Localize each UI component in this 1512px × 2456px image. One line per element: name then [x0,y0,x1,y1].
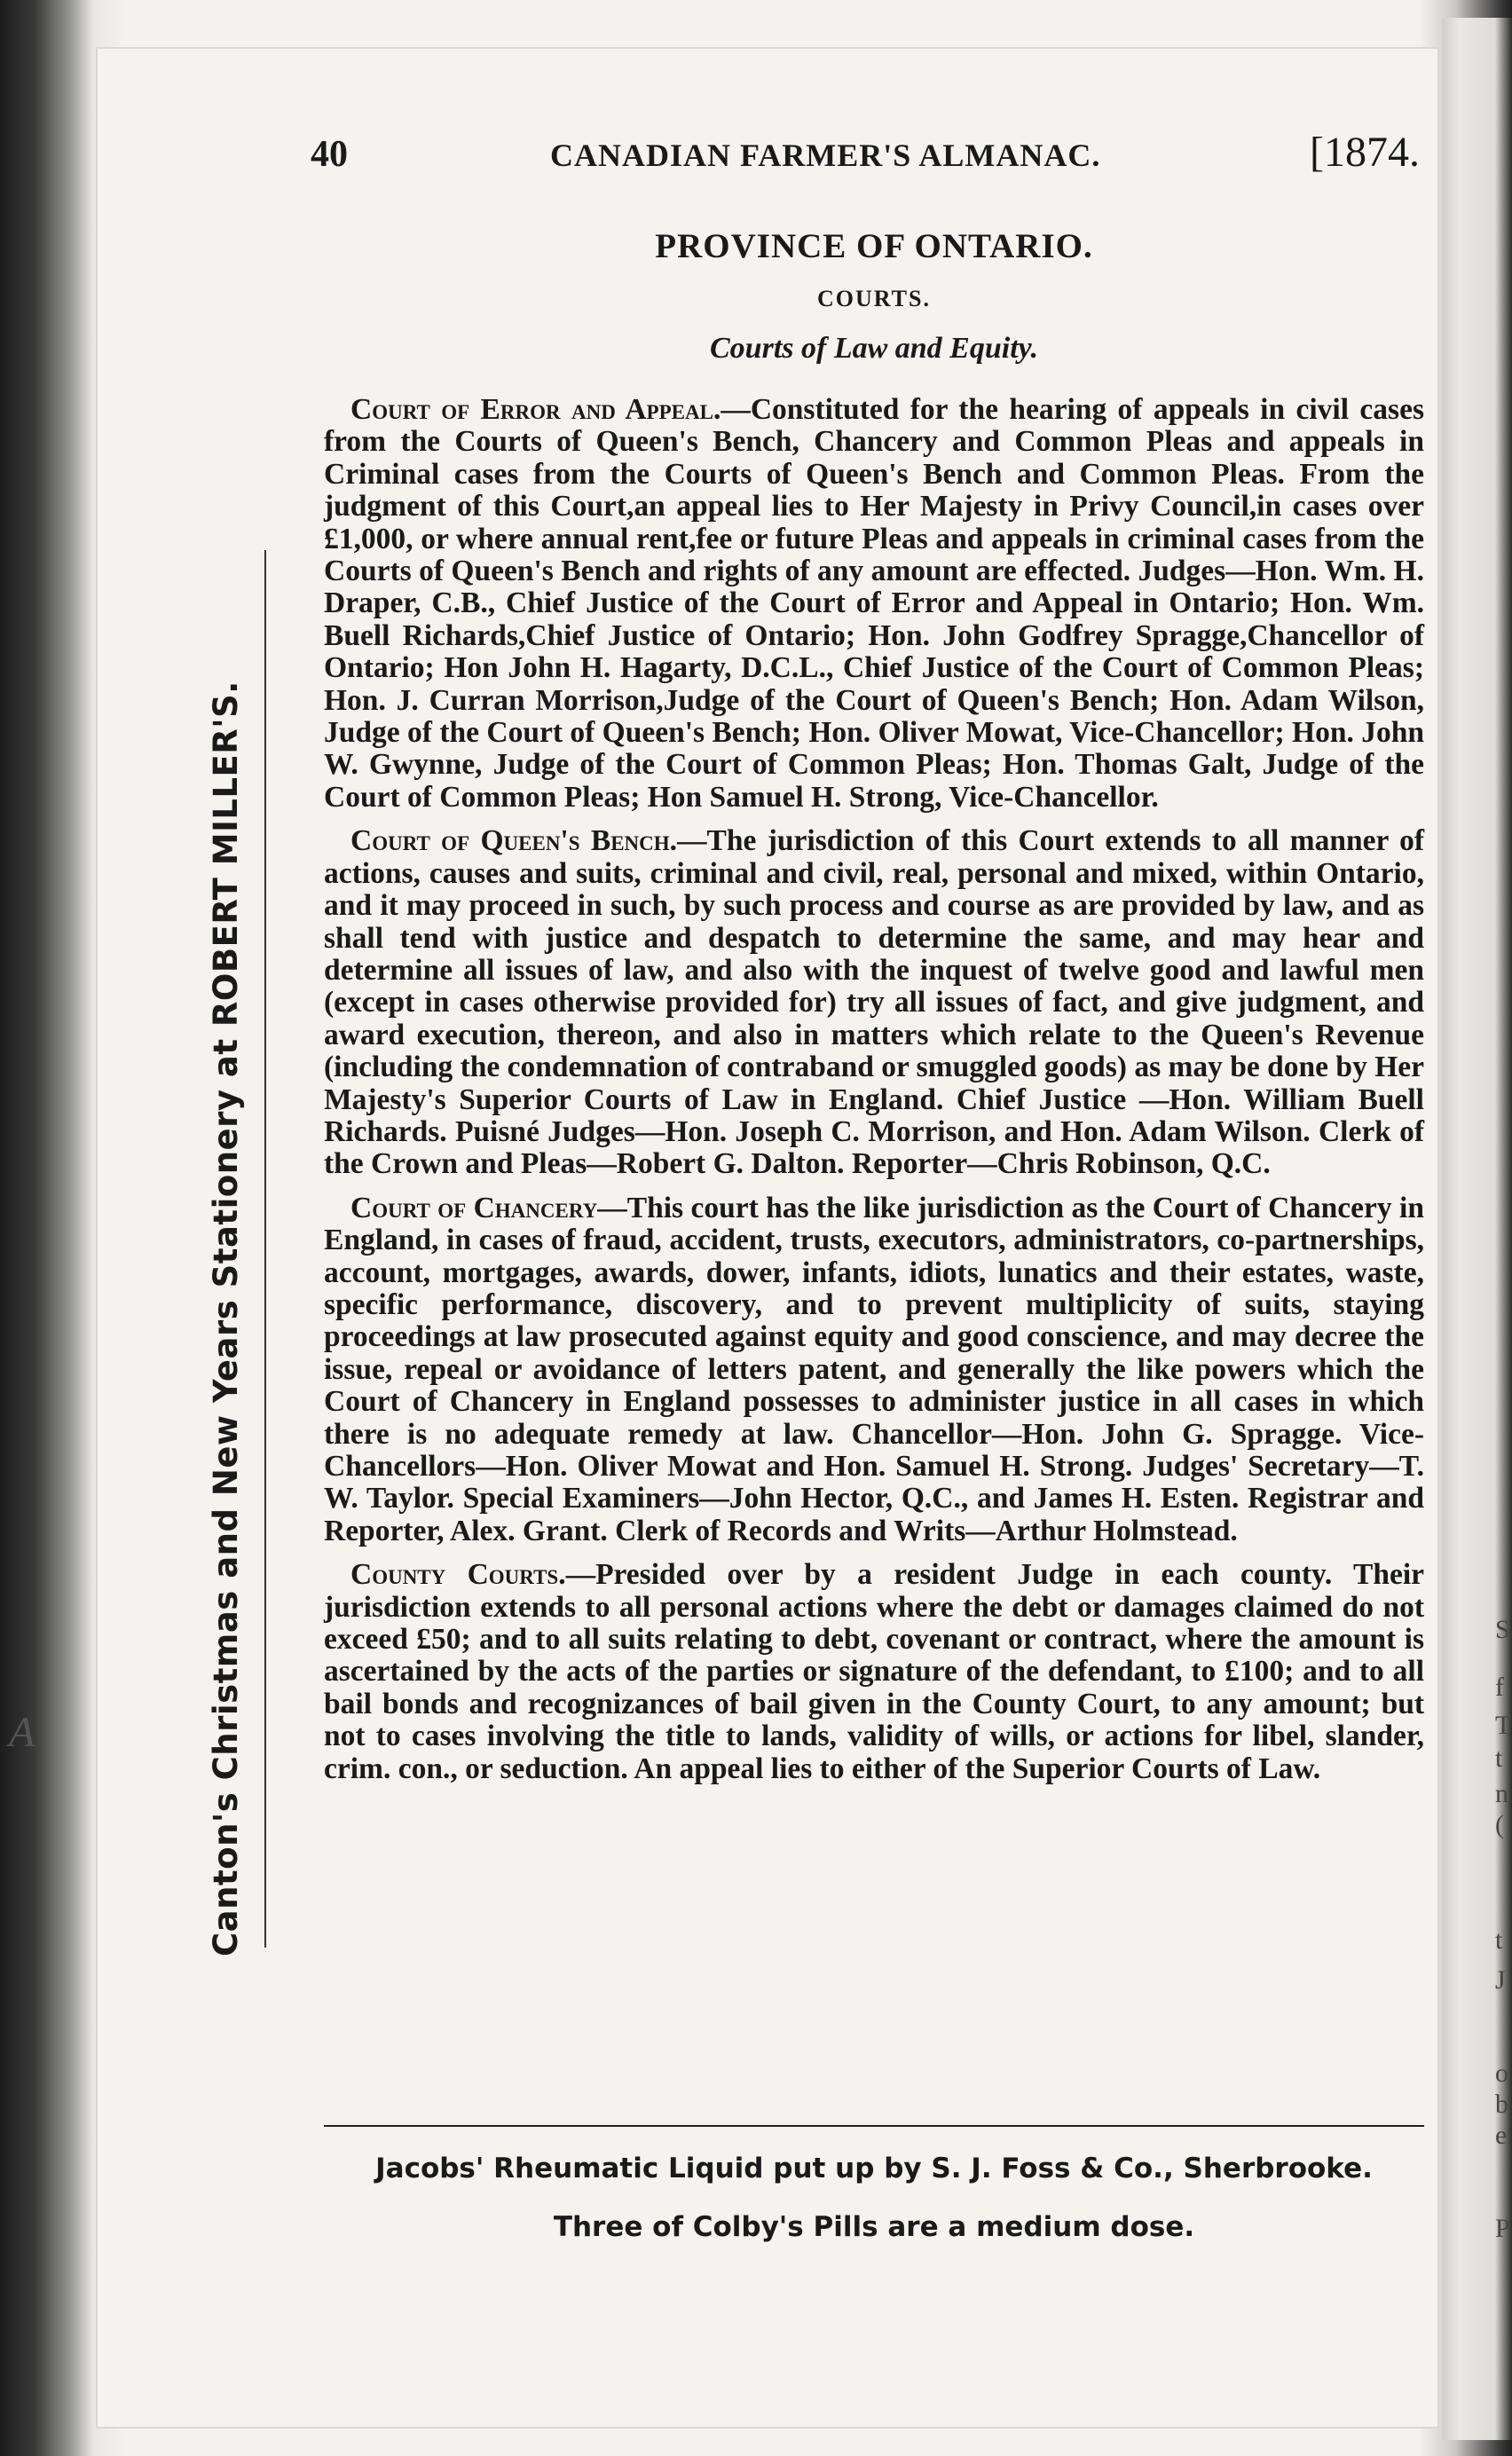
footer-advert-colbys-pills: Three of Colby's Pills are a medium dose. [553,2211,1195,2243]
province-heading: PROVINCE OF ONTARIO. [655,227,1093,265]
edge-letter: n [1495,1779,1508,1808]
paragraph-body: —The jurisdiction of this Court extends to all manner of actions, causes and suits, criminal and civil, real, personal and mixed, within Ontario, and it may proceed in such, by such process and course as are provided by law, and as shall tend with justice and despatch to determine the same, and may hear and determine all issues of law, and also with the inquest of twelve good and lawful men (except in cases otherwise provided for) try all issues of fact, and give judgment, and award execution, thereon, and also in matters which relate to the Queen's Revenue (including the condemnation of contraband or smuggled goods) as may be done by Her Majesty's Superior Courts of Law in England. Chief Justice —Hon. William Buell Richards. Puisné Judges—Hon. Joseph C. Morrison, and Hon. Adam Wilson. Clerk of the Crown and Pleas—Robert G. Dalton. Reporter—Chris Robinson, Q.C. [324,824,1424,1181]
paragraph-lead: Court of Chancery [350,1191,598,1224]
page-number: 40 [311,134,348,175]
main-content [324,226,1424,1797]
edge-letter: ( [1495,1810,1504,1839]
edge-letter: J [1495,1965,1506,1995]
footer-advert-rheumatic-liquid: Jacobs' Rheumatic Liquid put up by S. J. Foss & Co., Sherbrooke. [375,2153,1373,2184]
facing-page-edge [1442,18,1512,2440]
paragraph-lead: Court of Error and Appeal. [350,393,721,426]
edge-letter: t [1495,1744,1503,1773]
paragraph-court-of-chancery [324,1193,1424,1547]
paragraph-body: —This court has the like jurisdiction as the Court of Chancery in England, in cases of fraud, accident, trusts, executors, administrators, co-partnerships, account, mortgages, awards, dower, infants, idiots, lunatics and their estates, waste, specific performance, discovery, and to prevent multiplicity of suits, staying proceedings at law prosecuted against equity and good conscience, and may decree the issue, repeal or avoidance of letters patent, and generally the like powers which the Court of Chancery in England possesses to administer justice in all cases in which there is no adequate remedy at law. Chancellor—Hon. John G. Spragge. Vice-Chancellors—Hon. Oliver Mowat and Hon. Samuel H. Strong. Judges' Secretary—T. W. Taylor. Special Examiners—John Hector, Q.C., and James H. Esten. Registrar and Reporter, Alex. Grant. Clerk of Records and Writs—Arthur Holmstead. [324,1191,1424,1547]
paragraph-body: —Constituted for the hearing of appeals in civil cases from the Courts of Queen's Bench, Chancery and Common Pleas and appeals in Criminal cases from the Courts of Queen's Bench and Common Pleas. From the judgment of this Court,an appeal lies to Her Majesty in Privy Council,in cases over £1,000, or where annual rent,fee or future Pleas and appeals in criminal cases from the Courts of Queen's Bench and rights of any amount are effected. Judges—Hon. Wm. H. Draper, C.B., Chief Justice of the Court of Error and Appeal in Ontario; Hon. Wm. Buell Richards,Chief Justice of Ontario; Hon. John Godfrey Spragge,Chancellor of Ontario; Hon John H. Hagarty, D.C.L., Chief Justice of the Court of Common Pleas; Hon. J. Curran Morrison,Judge of the Court of Queen's Bench; Hon. Adam Wilson, Judge of the Court of Queen's Bench; Hon. Oliver Mowat, Vice-Chancellor; Hon. John W. Gwynne, Judge of the Court of Common Pleas; Hon. Thomas Galt, Judge of the Court of Common Pleas; Hon Samuel H. Strong, Vice-Chancellor. [324,393,1424,814]
sidebar-divider [264,550,266,1948]
edge-letter: P [1495,2214,1510,2243]
subsection-heading: Courts of Law and Equity. [710,332,1038,365]
footer-divider [324,2125,1424,2127]
section-heading: COURTS. [817,286,931,311]
sidebar-advert-text: Canton's Christmas and New Years Stationery at ROBERT MILLER'S. [207,681,245,1956]
paragraph-body: —Presided over by a resident Judge in each county. Their jurisdiction extends to all personal actions where the debt or damages claimed do not exceed £50; and to all suits relating to debt, covenant or contract, where the amount is ascertained by the acts of the parties or signature of the defendant, to £100; and to all bail bonds and recognizances of bail given in the County Court, to any amount; but not to cases involving the title to lands, validity of wills, or actions for libel, slander, crim. con., or seduction. An appeal lies to either of the Superior Courts of Law. [324,1558,1424,1785]
paragraph-lead: Court of Queen's Bench. [350,824,678,858]
page-header [311,129,1420,186]
edge-letter: S [1495,1615,1510,1644]
edge-letter: b [1495,2090,1508,2119]
edge-letter: o [1495,2058,1508,2088]
edge-letter: f [1495,1673,1504,1702]
margin-annotation: A [9,1709,35,1756]
paragraph-lead: County Courts. [350,1558,566,1592]
edge-letter: T [1495,1711,1512,1740]
paragraph-court-of-error-and-appeal [324,394,1424,814]
paragraph-county-courts [324,1559,1424,1785]
paragraph-court-of-queens-bench [324,825,1424,1180]
edge-letter: t [1495,1925,1503,1955]
edge-letter: e [1495,2121,1508,2150]
year-mark: [1874. [1310,129,1420,176]
running-title: CANADIAN FARMER'S ALMANAC. [550,138,1101,173]
